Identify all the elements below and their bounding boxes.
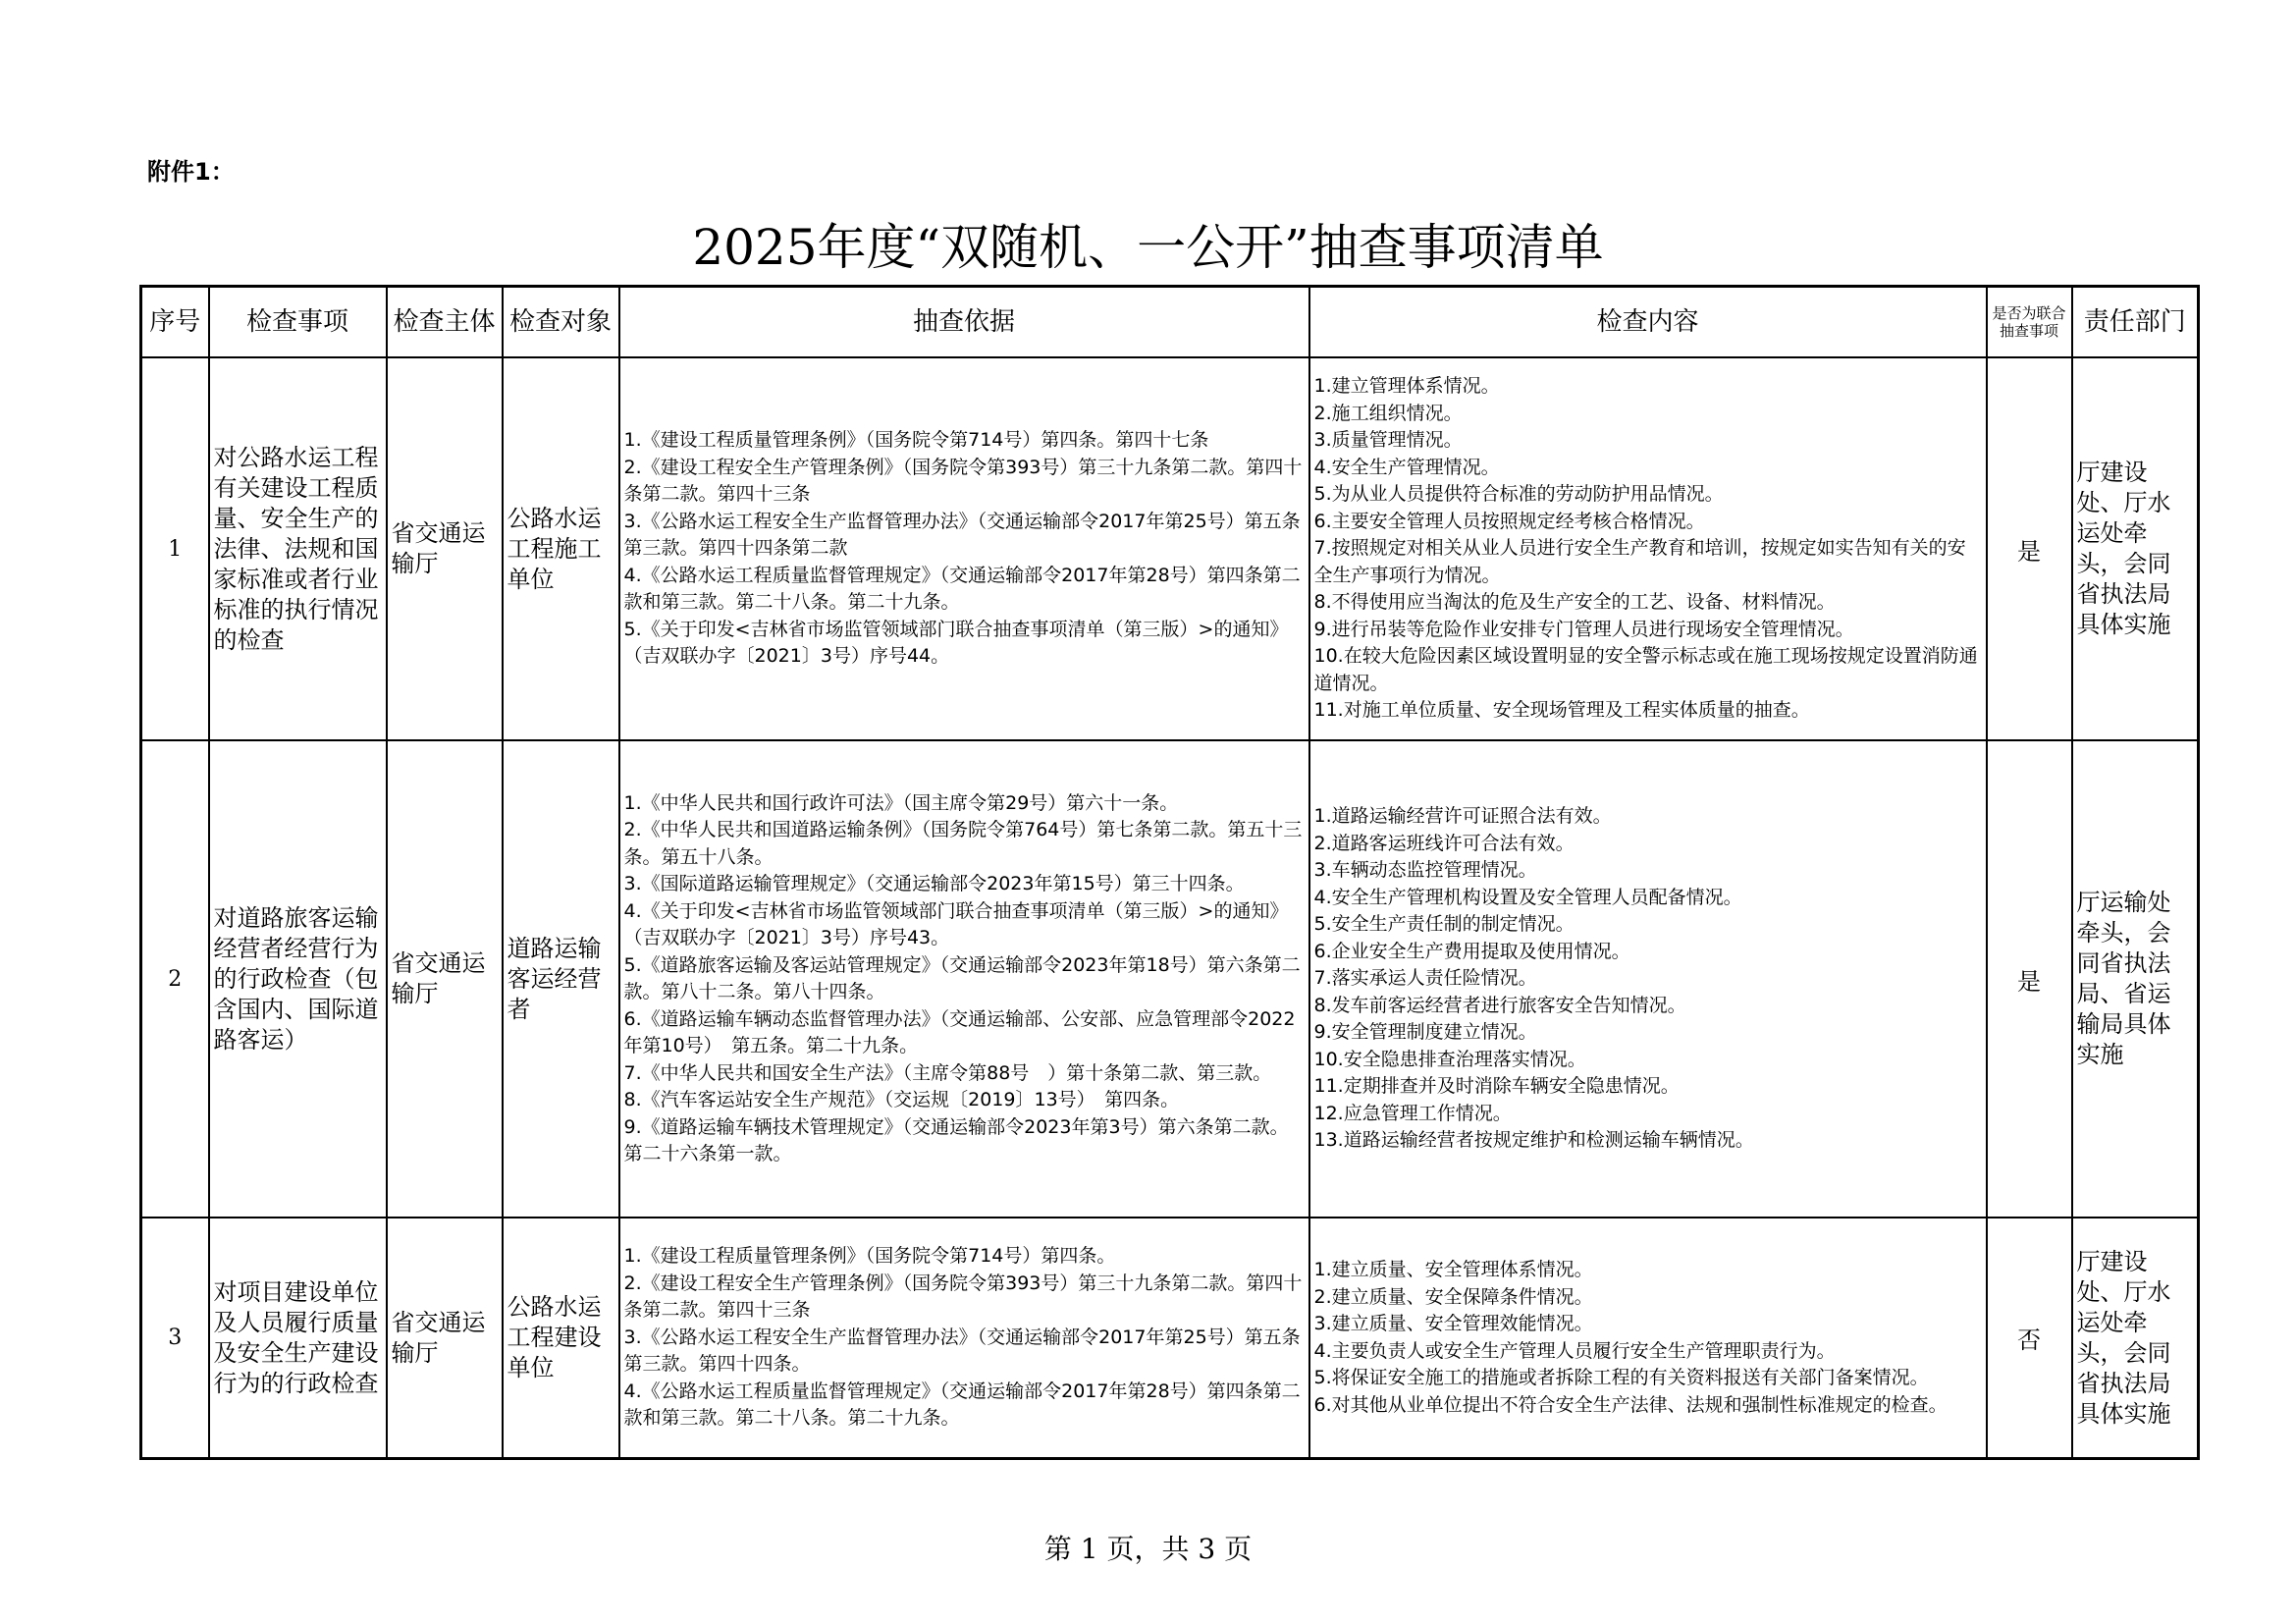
content-line: 10.在较大危险因素区域设置明显的安全警示标志或在施工现场按规定设置消防通道情况。 [1313,645,1978,694]
content-line: 8.不得使用应当淘汰的危及生产安全的工艺、设备、材料情况。 [1313,591,1836,614]
basis-line: 2.《建设工程安全生产管理条例》（国务院令第393号）第三十九条第二款。第四十条第二款。第四十三条 [623,456,1303,506]
basis-line: 5.《关于印发<吉林省市场监管领域部门联合抽查事项清单（第三版）>的通知》（吉双联办字〔2021〕3号）序号44。 [623,618,1289,668]
content-line: 1.道路运输经营许可证照合法有效。 [1313,805,1612,828]
content-line: 2.道路客运班线许可合法有效。 [1313,832,1575,854]
row-joint: 是 [1987,740,2072,1218]
basis-line: 1.《建设工程质量管理条例》（国务院令第714号）第四条。 [623,1245,1116,1268]
table-row [141,740,2199,1218]
row-seq: 1 [141,357,209,740]
row-subject: 省交通运输厅 [387,740,503,1218]
basis-line: 8.《汽车客运站安全生产规范》（交运规〔2019〕13号） 第四条。 [623,1089,1180,1110]
row-basis [619,1218,1309,1459]
content-line: 2.建立质量、安全保障条件情况。 [1313,1285,1593,1308]
header-joint: 是否为联合抽查事项 [1987,287,2072,358]
table-row [141,357,2199,740]
row-content [1309,740,1987,1218]
content-line: 9.安全管理制度建立情况。 [1313,1021,1537,1044]
row-dept: 厅建设处、厅水运处牵头，会同省执法局具体实施 [2072,1218,2199,1459]
content-line: 13.道路运输经营者按规定维护和检测运输车辆情况。 [1313,1129,1754,1152]
basis-line: 9.《道路运输车辆技术管理规定》（交通运输部令2023年第3号）第六条第二款。第二十六条第一款。 [623,1115,1289,1164]
row-content [1309,1218,1987,1459]
content-line: 6.对其他从业单位提出不符合安全生产法律、法规和强制性标准规定的检查。 [1313,1393,1948,1416]
basis-line: 5.《道路旅客运输及客运站管理规定》（交通运输部令2023年第18号）第六条第二款。第八十二条。第八十四条。 [623,953,1301,1002]
content-line: 7.落实承运人责任险情况。 [1313,967,1537,990]
content-line: 7.按照规定对相关从业人员进行安全生产教育和培训，按规定如实告知有关的安全生产事项行为情况。 [1313,537,1966,586]
header-item: 检查事项 [209,287,387,358]
row-target: 道路运输客运经营者 [503,740,619,1218]
row-content [1309,357,1987,740]
row-seq: 2 [141,740,209,1218]
content-line: 4.主要负责人或安全生产管理人员履行安全生产管理职责行为。 [1313,1339,1836,1362]
content-line: 5.安全生产责任制的制定情况。 [1313,913,1575,936]
row-target: 公路水运工程建设单位 [503,1218,619,1459]
row-item: 对项目建设单位及人员履行质量及安全生产建设行为的行政检查 [209,1218,387,1459]
basis-line: 1.《建设工程质量管理条例》（国务院令第714号）第四条。第四十七条 [623,429,1209,452]
basis-line: 2.《建设工程安全生产管理条例》（国务院令第393号）第三十九条第二款。第四十条第二款。第四十三条 [623,1272,1303,1322]
inspection-items-table [139,285,2200,1460]
basis-line: 1.《中华人民共和国行政许可法》（国主席令第29号）第六十一条。 [623,791,1179,814]
header-subject: 检查主体 [387,287,503,358]
header-seq: 序号 [141,287,209,358]
attachment-label: 附件1： [147,158,235,186]
basis-line: 3.《公路水运工程安全生产监督管理办法》（交通运输部令2017年第25号）第五条第三款。第四十四条第二款 [623,510,1301,560]
row-dept: 厅建设处、厅水运处牵头，会同省执法局具体实施 [2072,357,2199,740]
row-item: 对道路旅客运输经营者经营行为的行政检查（包含国内、国际道路客运） [209,740,387,1218]
content-line: 1.建立质量、安全管理体系情况。 [1313,1259,1593,1280]
content-line: 5.将保证安全施工的措施或者拆除工程的有关资料报送有关部门备案情况。 [1313,1367,1929,1388]
row-seq: 3 [141,1218,209,1459]
content-line: 9.进行吊装等危险作业安排专门管理人员进行现场安全管理情况。 [1313,618,1854,640]
header-dept: 责任部门 [2072,287,2199,358]
content-line: 2.施工组织情况。 [1313,402,1463,424]
content-line: 11.定期排查并及时消除车辆安全隐患情况。 [1313,1075,1680,1098]
content-line: 6.主要安全管理人员按照规定经考核合格情况。 [1313,510,1705,532]
content-line: 1.建立管理体系情况。 [1313,375,1500,398]
content-line: 3.建立质量、安全管理效能情况。 [1313,1313,1593,1334]
basis-line: 4.《公路水运工程质量监督管理规定》（交通运输部令2017年第28号）第四条第二款和第三款。第二十八条。第二十九条。 [623,564,1301,614]
row-target: 公路水运工程施工单位 [503,357,619,740]
content-line: 10.安全隐患排查治理落实情况。 [1313,1048,1586,1070]
basis-line: 3.《国际道路运输管理规定》（交通运输部令2023年第15号）第三十四条。 [623,873,1245,894]
content-line: 4.安全生产管理情况。 [1313,456,1500,478]
page-footer: 第 1 页，共 3 页 [1043,1533,1253,1565]
content-line: 3.质量管理情况。 [1313,429,1463,452]
content-line: 3.车辆动态监控管理情况。 [1313,859,1537,882]
document-title: 2025年度“双随机、一公开”抽查事项清单 [692,219,1604,276]
row-joint: 否 [1987,1218,2072,1459]
content-line: 4.安全生产管理机构设置及安全管理人员配备情况。 [1313,886,1742,908]
row-basis [619,357,1309,740]
row-subject: 省交通运输厅 [387,357,503,740]
row-subject: 省交通运输厅 [387,1218,503,1459]
content-line: 11.对施工单位质量、安全现场管理及工程实体质量的抽查。 [1313,699,1810,722]
content-line: 6.企业安全生产费用提取及使用情况。 [1313,940,1630,962]
content-line: 12.应急管理工作情况。 [1313,1102,1512,1124]
basis-line: 4.《公路水运工程质量监督管理规定》（交通运输部令2017年第28号）第四条第二款和第三款。第二十八条。第二十九条。 [623,1380,1301,1430]
content-line: 8.发车前客运经营者进行旅客安全告知情况。 [1313,994,1686,1016]
basis-line: 2.《中华人民共和国道路运输条例》（国务院令第764号）第七条第二款。第五十三条。第五十八条。 [623,819,1303,868]
row-dept: 厅运输处牵头，会同省执法局、省运输局具体实施 [2072,740,2199,1218]
basis-line: 4.《关于印发<吉林省市场监管领域部门联合抽查事项清单（第三版）>的通知》（吉双联办字〔2021〕3号）序号43。 [623,899,1289,948]
row-item: 对公路水运工程有关建设工程质量、安全生产的法律、法规和国家标准或者行业标准的执行情况的检查 [209,357,387,740]
table-row [141,1218,2199,1459]
header-row [141,287,2199,358]
header-content: 检查内容 [1309,287,1987,358]
row-basis [619,740,1309,1218]
basis-line: 7.《中华人民共和国安全生产法》（主席令第88号 ）第十条第二款、第三款。 [623,1061,1272,1084]
row-joint: 是 [1987,357,2072,740]
content-line: 5.为从业人员提供符合标准的劳动防护用品情况。 [1313,483,1724,506]
header-basis: 抽查依据 [619,287,1309,358]
header-target: 检查对象 [503,287,619,358]
basis-line: 6.《道路运输车辆动态监督管理办法》（交通运输部、公安部、应急管理部令2022年第10号） 第五条。第二十九条。 [623,1007,1296,1056]
basis-line: 3.《公路水运工程安全生产监督管理办法》（交通运输部令2017年第25号）第五条第三款。第四十四条。 [623,1326,1301,1376]
